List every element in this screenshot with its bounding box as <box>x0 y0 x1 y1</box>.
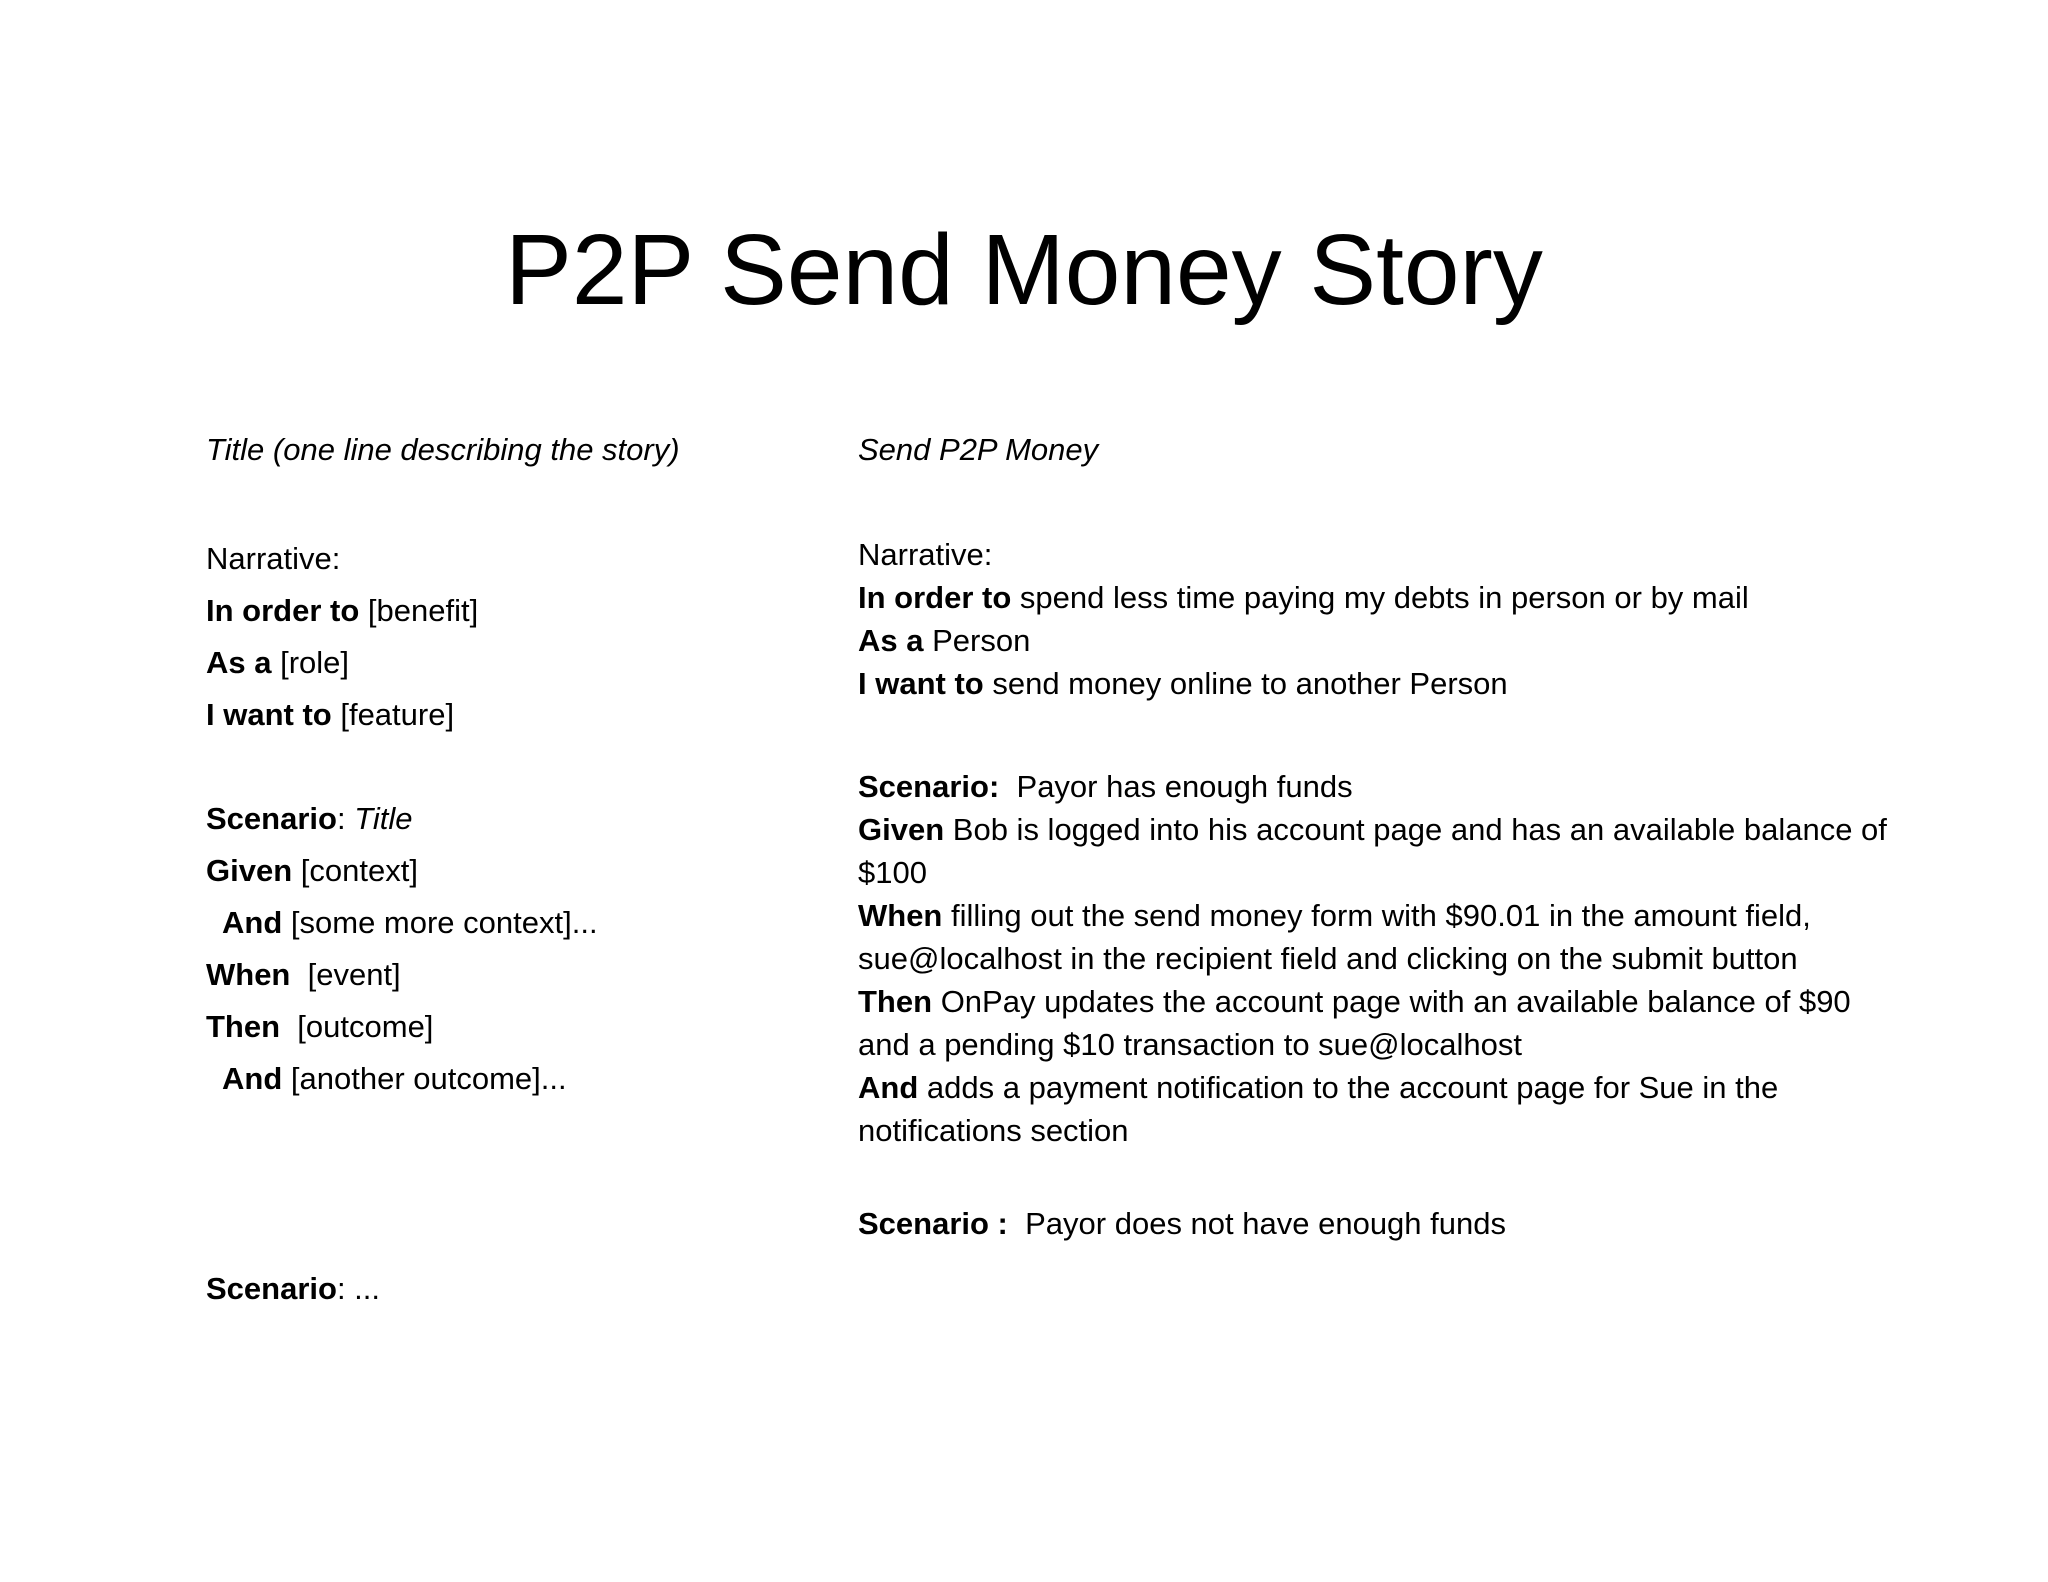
example-then <box>858 980 1898 1066</box>
example-scenario-2 <box>858 1202 1898 1245</box>
example-narrative-label: Narrative: <box>858 537 993 572</box>
keyword: And <box>222 1061 283 1096</box>
placeholder-text: Title <box>354 801 413 836</box>
keyword: Given <box>858 812 945 847</box>
example-given <box>858 808 1898 894</box>
template-title-line: Title (one line describing the story) <box>206 432 680 467</box>
keyword: Scenario: <box>858 769 1000 804</box>
story-text: filling out the send money form with $90.01 in the amount field, sue@localhost in the recipient field and clicking on the submit button <box>858 898 1811 976</box>
placeholder-text: [event] <box>307 957 401 992</box>
story-text: adds a payment notification to the account page for Sue in the notifications section <box>858 1070 1779 1148</box>
template-scenario <box>206 793 826 845</box>
keyword: Then <box>858 984 933 1019</box>
keyword: I want to <box>858 666 984 701</box>
example-and <box>858 1066 1898 1152</box>
separator: : <box>336 801 355 836</box>
keyword: When <box>206 957 291 992</box>
template-when <box>206 949 826 1001</box>
keyword: In order to <box>206 593 360 628</box>
placeholder-text: : ... <box>336 1271 381 1306</box>
example-title-line: Send P2P Money <box>858 432 1099 467</box>
keyword: As a <box>206 645 272 680</box>
placeholder-text: [benefit] <box>367 593 479 628</box>
template-and-context <box>206 897 826 949</box>
story-text: Person <box>932 623 1031 658</box>
example-column <box>858 428 1898 1245</box>
template-scenario-2 <box>206 1263 826 1315</box>
keyword: Scenario <box>206 1271 337 1306</box>
keyword: Scenario <box>206 801 337 836</box>
story-text: spend less time paying my debts in person or by mail <box>1019 580 1749 615</box>
placeholder-text: [some more context]... <box>290 905 598 940</box>
example-scenario <box>858 765 1898 808</box>
keyword: Given <box>206 853 293 888</box>
placeholder-text: [outcome] <box>297 1009 434 1044</box>
keyword: When <box>858 898 943 933</box>
keyword: As a <box>858 623 924 658</box>
story-text: send money online to another Person <box>992 666 1508 701</box>
template-i-want-to <box>206 689 826 741</box>
template-in-order-to <box>206 585 826 637</box>
example-when <box>858 894 1898 980</box>
example-i-want-to <box>858 662 1898 705</box>
story-text: Payor has enough funds <box>1016 769 1353 804</box>
keyword: And <box>858 1070 919 1105</box>
example-as-a <box>858 619 1898 662</box>
template-and-outcome <box>206 1053 826 1105</box>
example-in-order-to <box>858 576 1898 619</box>
keyword: I want to <box>206 697 332 732</box>
story-text: Payor does not have enough funds <box>1025 1206 1506 1241</box>
template-narrative-label: Narrative: <box>206 541 341 576</box>
template-column <box>206 428 826 1315</box>
template-as-a <box>206 637 826 689</box>
story-text: OnPay updates the account page with an available balance of $90 and a pending $10 transaction to sue@localhost <box>858 984 1851 1062</box>
template-then <box>206 1001 826 1053</box>
placeholder-text: [context] <box>300 853 418 888</box>
template-given <box>206 845 826 897</box>
placeholder-text: [another outcome]... <box>290 1061 567 1096</box>
story-text: Bob is logged into his account page and has an available balance of $100 <box>858 812 1887 890</box>
keyword: And <box>222 905 283 940</box>
keyword: In order to <box>858 580 1012 615</box>
slide-title: P2P Send Money Story <box>505 214 1543 326</box>
placeholder-text: [role] <box>280 645 350 680</box>
placeholder-text: [feature] <box>340 697 455 732</box>
keyword: Scenario : <box>858 1206 1008 1241</box>
keyword: Then <box>206 1009 281 1044</box>
